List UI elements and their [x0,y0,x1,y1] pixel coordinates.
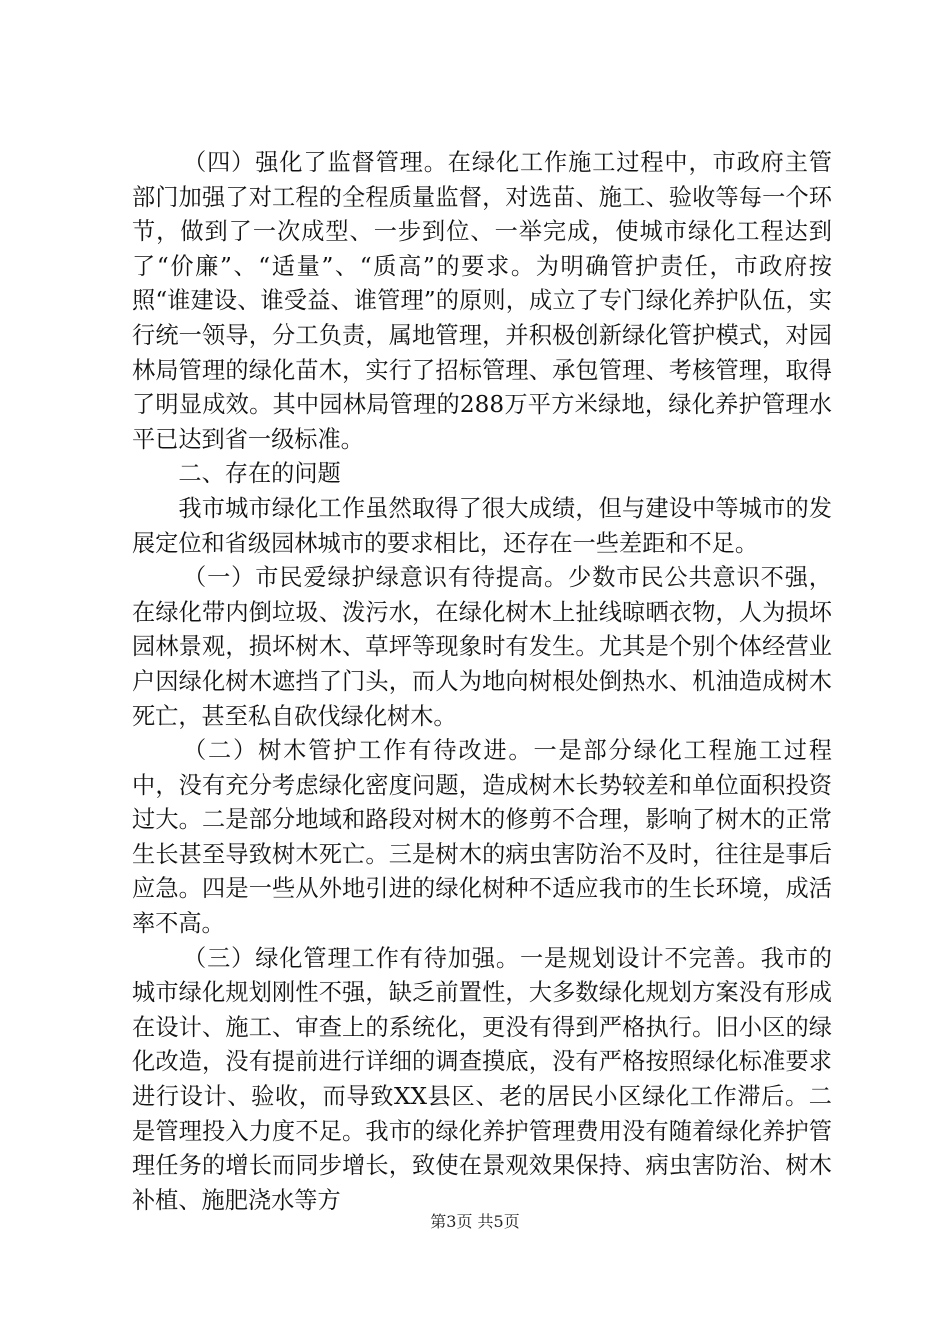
paragraph-awareness: （一）市民爱绿护绿意识有待提高。少数市民公共意识不强，在绿化带内倒垃圾、泼污水，在绿化树木上扯线晾晒衣物，人为损坏园林景观，损坏树木、草坪等现象时有发生。尤其是个别个体经营业户因绿化树木遮挡了门头，而人为地向树根处倒热水、机油造成树木死亡，甚至私自砍伐绿化树木。 [132,564,832,730]
paragraph-supervision: （四）强化了监督管理。在绿化工作施工过程中，市政府主管部门加强了对工程的全程质量监督，对选苗、施工、验收等每一个环节，做到了一次成型、一步到位、一举完成，使城市绿化工程达到了“价廉”、“适量”、“质高”的要求。为明确管护责任，市政府按照“谁建设、谁受益、谁管理”的原则，成立了专门绿化养护队伍，实行统一领导，分工负责，属地管理，并积极创新绿化管护模式，对园林局管理的绿化苗木，实行了招标管理、承包管理、考核管理，取得了明显成效。其中园林局管理的288万平方米绿地，绿化养护管理水平已达到省一级标准。 [132,149,832,453]
paragraph-tree-care: （二）树木管护工作有待改进。一是部分绿化工程施工过程中，没有充分考虑绿化密度问题，造成树木长势较差和单位面积投资过大。二是部分地域和路段对树木的修剪不合理，影响了树木的正常生长甚至导致树木死亡。三是树木的病虫害防治不及时，往往是事后应急。四是一些从外地引进的绿化树种不适应我市的生长环境，成活率不高。 [132,737,832,938]
document-body [132,146,832,1218]
paragraph-intro: 我市城市绿化工作虽然取得了很大成绩，但与建设中等城市的发展定位和省级园林城市的要求相比，还存在一些差距和不足。 [132,494,832,557]
paragraph-management: （三）绿化管理工作有待加强。一是规划设计不完善。我市的城市绿化规划刚性不强，缺乏前置性，大多数绿化规划方案没有形成在设计、施工、审查上的系统化，更没有得到严格执行。旧小区的绿化改造，没有提前进行详细的调查摸底，没有严格按照绿化标准要求进行设计、验收，而导致XX县区、老的居民小区绿化工作滞后。二是管理投入力度不足。我市的绿化养护管理费用没有随着绿化养护管理任务的增长而同步增长，致使在景观效果保持、病虫害防治、树木补植、施肥浇水等方 [132,944,832,1214]
page-footer [0,1212,950,1232]
section-heading-problems: 二、存在的问题 [178,460,341,488]
page-number: 第3页 共5页 [430,1212,520,1231]
